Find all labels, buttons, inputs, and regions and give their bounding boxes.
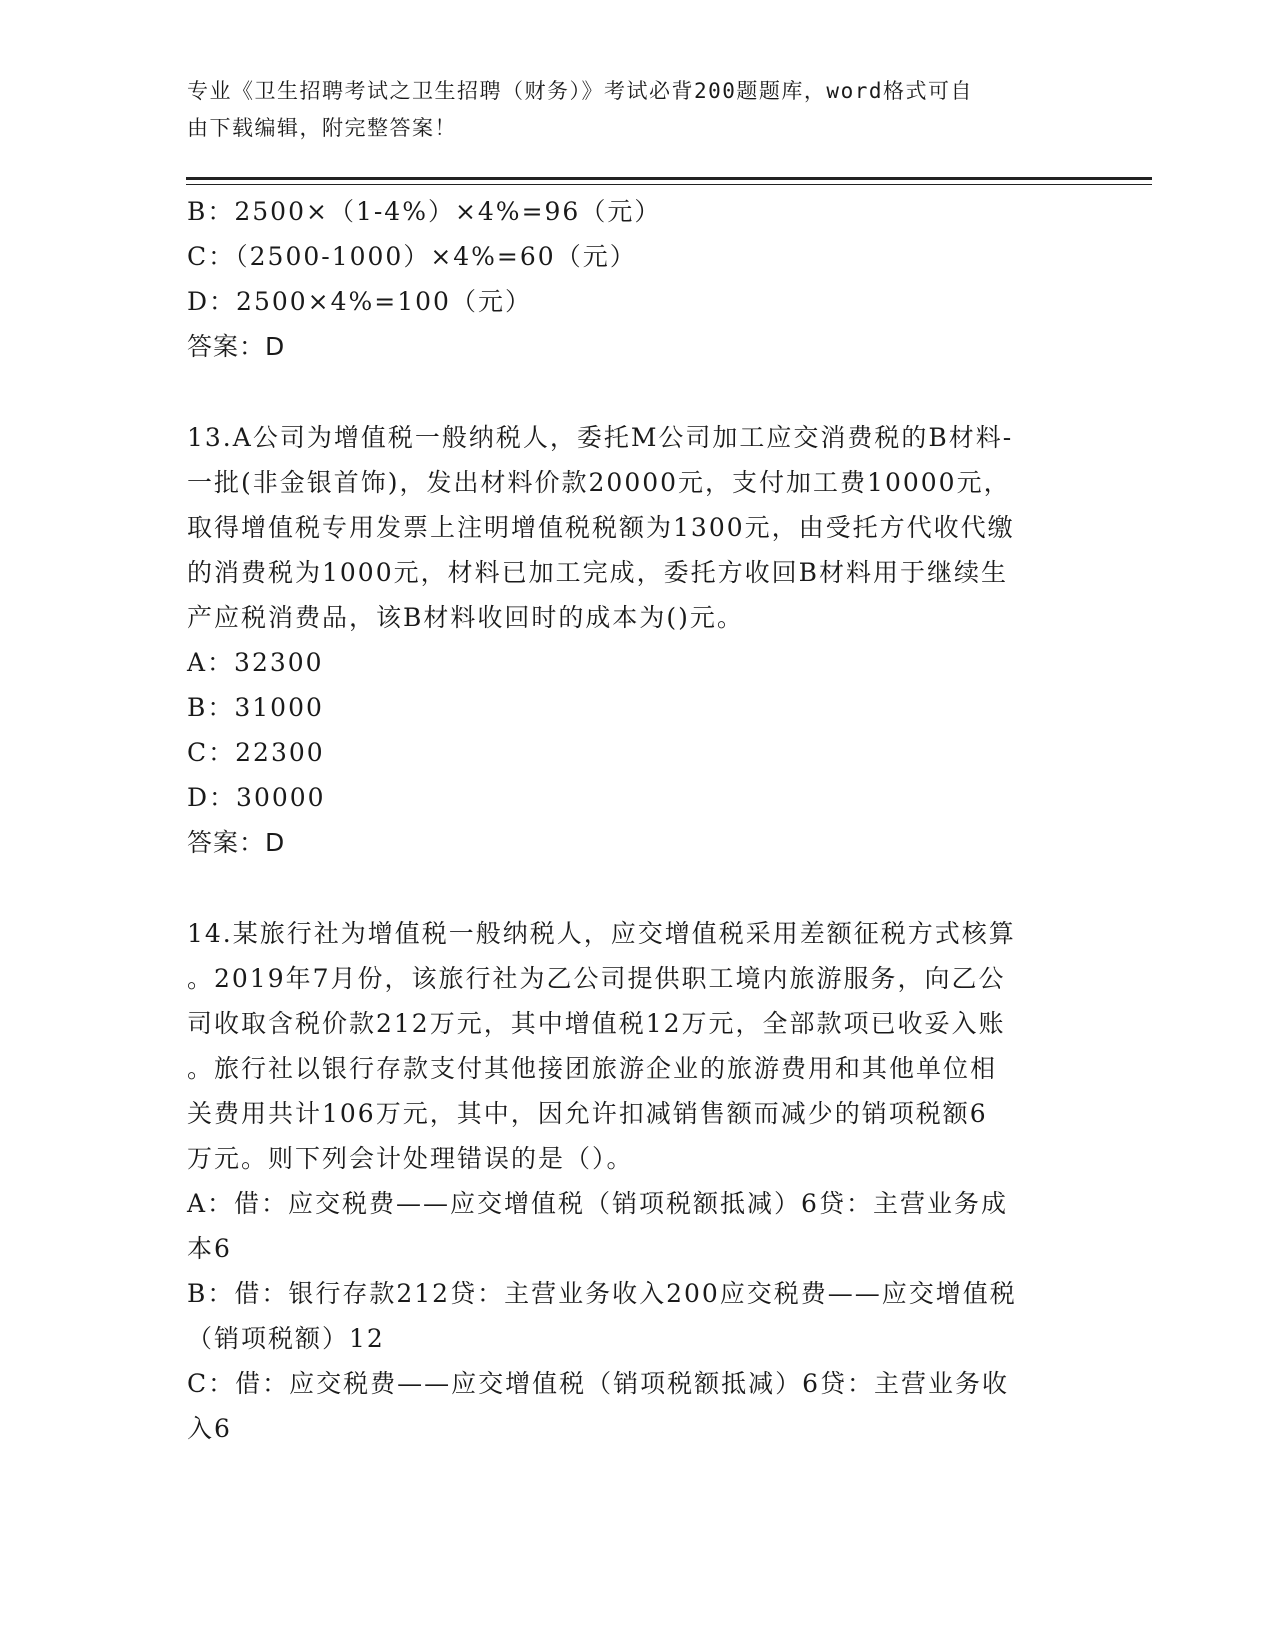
document-body: [187, 189, 1077, 1451]
question-stem-line: 13.A公司为增值税一般纳税人，委托M公司加工应交消费税的B材料-: [187, 423, 1014, 452]
option-c: C：（2500-1000）×4%=60（元）: [187, 242, 637, 271]
header-divider-thin: [186, 184, 1152, 185]
document-header: [187, 73, 1067, 147]
question-stem-line: 。2019年7月份，该旅行社为乙公司提供职工境内旅游服务，向乙公: [187, 964, 1006, 993]
question-13: [187, 415, 1077, 865]
question-14: [187, 911, 1077, 1451]
option-d: D：2500×4%=100（元）: [187, 287, 532, 316]
question-stem-line: 取得增值税专用发票上注明增值税税额为1300元，由受托方代收代缴: [187, 513, 1015, 542]
option-c: C：22300: [187, 738, 325, 767]
question-stem-line: 14.某旅行社为增值税一般纳税人，应交增值税采用差额征税方式核算: [187, 919, 1016, 948]
header-line: 专业《卫生招聘考试之卫生招聘（财务）》考试必背200题题库，word格式可自: [187, 79, 973, 103]
spacer: [187, 369, 1077, 415]
option-c-line: C：借：应交税费——应交增值税（销项税额抵减）6贷：主营业务收: [187, 1369, 1010, 1398]
question-stem-line: 司收取含税价款212万元，其中增值税12万元，全部款项已收妥入账: [187, 1009, 1006, 1038]
answer: 答案：D: [187, 332, 286, 361]
header-line: 由下载编辑，附完整答案！: [187, 116, 457, 140]
option-a-line: A：借：应交税费——应交增值税（销项税额抵减）6贷：主营业务成: [187, 1189, 1008, 1218]
prev-question: [187, 189, 1077, 369]
question-stem-line: 产应税消费品，该B材料收回时的成本为()元。: [187, 603, 744, 632]
option-a: A：32300: [187, 648, 324, 677]
option-b: B：2500×（1-4%）×4%=96（元）: [187, 197, 662, 226]
answer: 答案：D: [187, 828, 286, 857]
header-divider-thick: [186, 177, 1152, 180]
option-c-line: 入6: [187, 1414, 232, 1443]
option-d: D：30000: [187, 783, 326, 812]
option-b: B：31000: [187, 693, 324, 722]
question-stem-line: 。旅行社以银行存款支付其他接团旅游企业的旅游费用和其他单位相: [187, 1054, 998, 1083]
question-stem-line: 的消费税为1000元，材料已加工完成，委托方收回B材料用于继续生: [187, 558, 1008, 587]
question-stem-line: 万元。则下列会计处理错误的是（）。: [187, 1144, 634, 1173]
spacer: [187, 865, 1077, 911]
option-a-line: 本6: [187, 1234, 232, 1263]
option-b-line: （销项税额）12: [187, 1324, 385, 1353]
question-stem-line: 关费用共计106万元，其中，因允许扣减销售额而减少的销项税额6: [187, 1099, 988, 1128]
question-stem-line: 一批(非金银首饰)，发出材料价款20000元，支付加工费10000元，: [187, 468, 1011, 497]
option-b-line: B：借：银行存款212贷：主营业务收入200应交税费——应交增值税: [187, 1279, 1017, 1308]
